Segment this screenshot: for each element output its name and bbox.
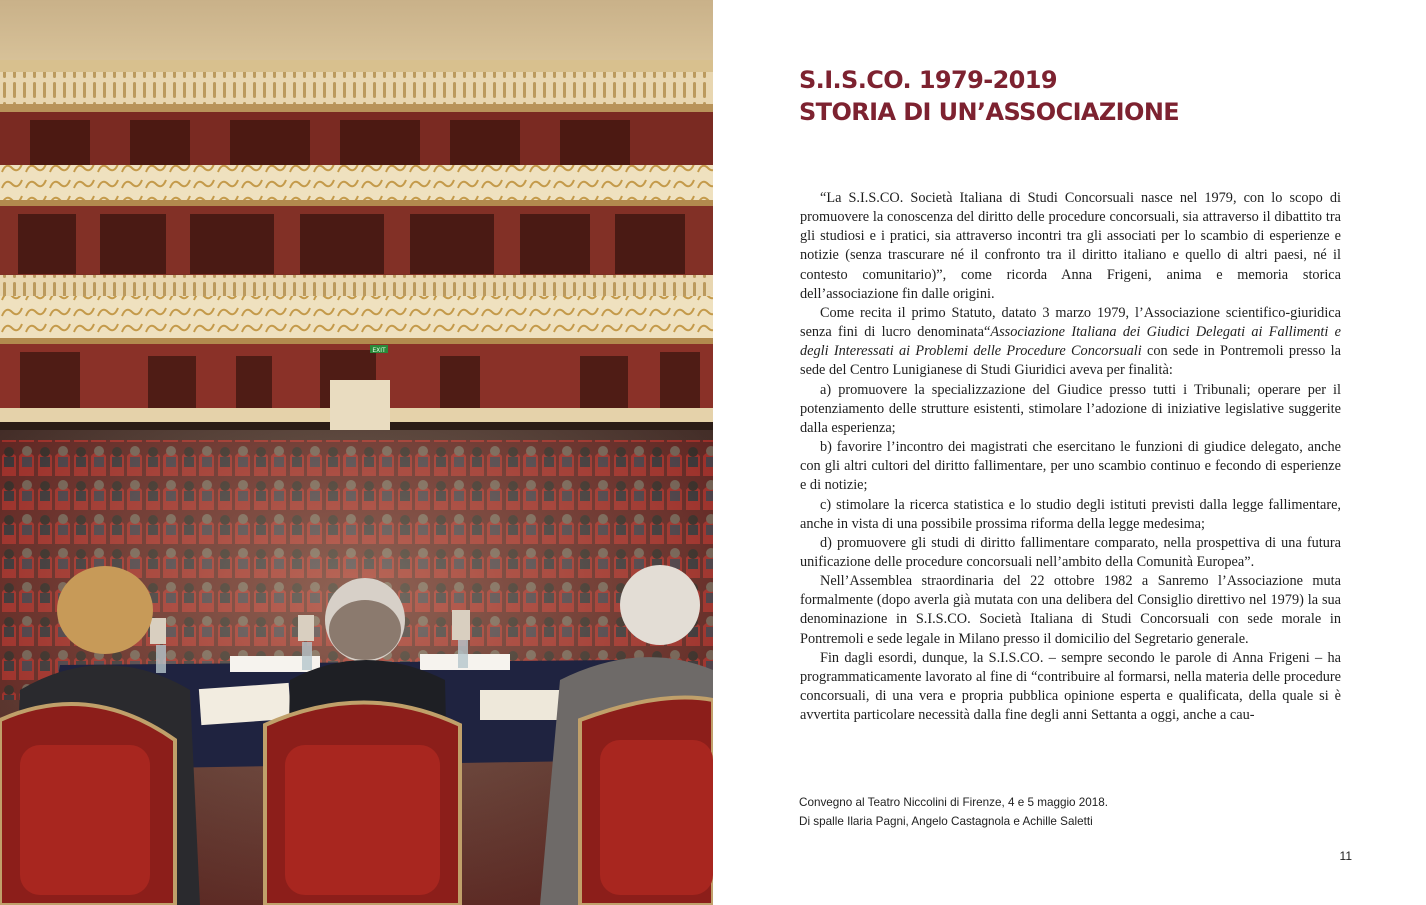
body-text: [800, 189, 1341, 725]
list-item-a: a) promuovere la specializzazione del Giudice presso tutti i Tribunali; operare per il potenziamento delle strutture esistenti, stimolare l’adozione di iniziative legislative suggerite dalla esperienza;: [800, 381, 1341, 436]
paragraph-statute: Come recita il primo Statuto, datato 3 marzo 1979, l’Associazione scientifico-giuridica senza fini di lucro denominata“Associazione Italiana dei Giudici Delegati ai Fallimenti e degli Interessati ai Problemi delle Procedure Concorsuali con sede in Pontremoli presso la sede del Centro Lunigianese di Studi Giuridici aveva per finalità:: [800, 304, 1342, 379]
paragraph-intro: “La S.I.S.CO. Società Italiana di Studi Concorsuali nasce nel 1979, con lo scopo di promuovere la conoscenza del diritto delle procedure concorsuali, sia attraverso il dibattito tra gli studiosi e i pratici, sia attraverso incontri tra gli associati per lo scambio di esperienze e notizie (senza trascurare né il confronto tra il diritto italiano e quello di altri paesi, né il contesto comunitario)”, come ricorda Anna Frigeni, anima e memoria storica dell’associazione fin dalle origini.: [800, 190, 1341, 302]
title-line-1: S.I.S.CO. 1979-2019: [799, 66, 1057, 94]
list-item-b: b) favorire l’incontro dei magistrati che esercitano le funzioni di giudice delegato, anche con gli altri cultori del diritto fallimentare, per uno scambio continuo e fecondo di esperienze e di notizie;: [800, 439, 1341, 494]
svg-text:EXIT: EXIT: [372, 347, 386, 354]
page-title: [799, 64, 1359, 128]
paragraph-origins: Fin dagli esordi, dunque, la S.I.S.CO. – sempre secondo le parole di Anna Frigeni – ha programmaticamente lavorato al fine di “contribuire al formarsi, nella materia delle procedure concorsuali, di una vera e propria pubblica opinione esperta e qualificata, della quale si è avvertita particolare necessità dalla fine degli anni Settanta a oggi, anche a cau-: [800, 649, 1341, 724]
caption-line-2: Di spalle Ilaria Pagni, Angelo Castagnola e Achille Saletti: [799, 815, 1093, 828]
photo-caption: [799, 793, 1219, 831]
page-number: 11: [1339, 849, 1352, 863]
caption-line-1: Convegno al Teatro Niccolini di Firenze, 4 e 5 maggio 2018.: [799, 796, 1109, 809]
title-line-2: STORIA DI UN’ASSOCIAZIONE: [799, 98, 1180, 126]
paragraph-assembly: Nell’Assemblea straordinaria del 22 ottobre 1982 a Sanremo l’Associazione muta formalmente (dopo averla già mutata con una delibera del Consiglio direttivo nel 1979) la sua denominazione in S.I.S.CO. Società Italiana di Studi Concorsuali con sede morale in Pontremoli e sede legale in Milano presso il domicilio del Segretario generale.: [800, 573, 1341, 647]
association-name: Associazione Italiana dei Giudici Delegati ai Fallimenti e degli Interessati ai Problemi delle Procedure Concorsuali: [800, 324, 1342, 360]
list-item-c: c) stimolare la ricerca statistica e lo studio degli istituti previsti dalla legge fallimentare, anche in vista di una possibile prossima riforma della legge medesima;: [800, 496, 1341, 532]
list-item-d: d) promuovere gli studi di diritto fallimentare comparato, nella prospettiva di una futura unificazione delle procedure concorsuali nell’ambito della Comunità Europea”.: [800, 534, 1341, 570]
